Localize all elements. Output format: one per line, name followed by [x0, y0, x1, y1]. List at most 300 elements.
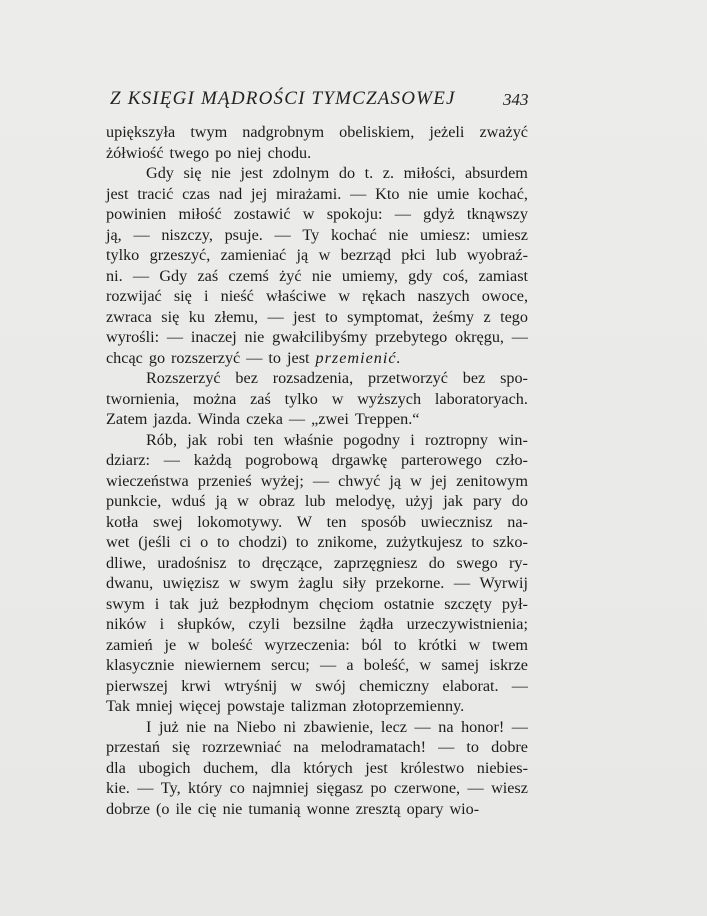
word: krótki: [418, 635, 457, 654]
word: wonne: [306, 799, 350, 818]
word: elaborat.: [442, 676, 499, 695]
word: twem: [492, 635, 528, 654]
text-line: [106, 389, 528, 410]
word: najmniej: [252, 779, 309, 797]
text-line: [106, 717, 528, 738]
word: wieczeństwa: [106, 471, 189, 490]
word: ni: [283, 717, 297, 736]
word: wio-: [449, 799, 480, 818]
word: pierwszej: [106, 676, 169, 695]
word: to: [217, 533, 230, 551]
text-line: [106, 430, 528, 451]
word: ją,: [106, 225, 122, 244]
word: upiększyła: [106, 123, 176, 141]
word: wet: [106, 533, 130, 551]
word: psuje.: [224, 225, 263, 244]
word: umiemy,: [341, 266, 398, 285]
word: niebies-: [476, 758, 528, 777]
word: twornienia,: [106, 389, 180, 408]
emphasized-word: przemienić.: [315, 348, 402, 367]
word: ten: [326, 512, 347, 531]
text-line: [106, 368, 528, 389]
word: a: [346, 656, 354, 674]
word: w: [419, 656, 432, 674]
word: przetworzyć: [367, 369, 448, 387]
word: do: [511, 492, 528, 510]
word: uwiecznisz: [420, 512, 493, 531]
word: Rób,: [146, 430, 178, 449]
word: —: [511, 676, 528, 695]
word: niszczy,: [161, 225, 213, 244]
word: to: [466, 738, 479, 756]
word: ile: [175, 799, 192, 818]
word: żyć: [279, 266, 302, 285]
word: więcej: [178, 697, 222, 715]
text-line: [106, 143, 528, 164]
word: się: [183, 164, 202, 182]
word: tknąwszy: [466, 205, 528, 223]
paragraph: [106, 430, 528, 717]
word: wiesz: [491, 779, 528, 797]
word: to: [393, 635, 407, 654]
word: okręgu,: [454, 328, 504, 346]
text-line: [106, 286, 528, 307]
word: ubogich: [138, 758, 191, 777]
word: urzeczywistnienia;: [406, 615, 528, 633]
word: i: [154, 594, 160, 613]
paragraph: [106, 163, 528, 368]
word: każdą: [193, 451, 232, 469]
text-line: [106, 471, 528, 492]
word: do: [428, 553, 445, 572]
text-line: [106, 266, 528, 287]
word: na: [213, 717, 229, 736]
word: nie: [311, 266, 332, 285]
word: właściwe: [265, 287, 327, 305]
word: samej: [441, 656, 480, 674]
word: siły: [342, 574, 367, 592]
word: tego: [500, 307, 528, 326]
word: o: [200, 533, 209, 551]
word: zaprzęgniesz: [333, 553, 418, 572]
word: słupków,: [177, 615, 236, 633]
word: melodyę,: [335, 492, 396, 510]
word: symptomat,: [347, 307, 424, 326]
word: jest: [287, 348, 310, 367]
word: żaglu: [298, 574, 334, 592]
word: (o: [156, 799, 170, 818]
word: wduś: [171, 492, 206, 510]
paragraph: [106, 717, 528, 820]
word: chcąc: [106, 348, 143, 367]
word: gdy: [408, 266, 433, 285]
word: (jeśli: [138, 533, 171, 551]
word: kochać,: [478, 184, 528, 203]
word: w: [338, 287, 351, 305]
word: nadgrobnym: [242, 123, 325, 141]
word: bezrząd: [340, 246, 391, 264]
word: co: [229, 779, 245, 797]
word: sercu;: [271, 656, 310, 674]
word: melodramatach!: [320, 738, 426, 756]
word: Wyrwij: [479, 574, 528, 592]
word: to: [268, 348, 282, 367]
word: —: [394, 205, 411, 223]
word: w: [331, 389, 344, 408]
word: czerwone,: [394, 779, 461, 797]
word: kochać: [330, 225, 377, 244]
word: laboratoryach.: [434, 389, 528, 408]
word: nie: [222, 799, 243, 818]
word: dobre: [491, 738, 528, 756]
word: gwałcilibyśmy: [272, 328, 368, 346]
word: bezsilne: [293, 615, 347, 633]
word: twym: [190, 123, 228, 141]
word: umie: [436, 184, 470, 203]
word: użyj: [405, 492, 434, 510]
word: roztropny: [425, 430, 488, 449]
word: punkcie,: [106, 492, 162, 510]
word: win-: [498, 430, 528, 449]
word: klasycznie: [106, 656, 175, 674]
word: owoce,: [481, 287, 528, 305]
word: jest: [365, 758, 388, 777]
word: żądła: [359, 615, 394, 633]
word: Gdy: [146, 164, 174, 182]
word: talizman: [290, 697, 347, 715]
word: zużytkujesz: [386, 533, 463, 551]
text-line: [106, 778, 528, 799]
word: „zwei: [311, 410, 349, 428]
body-text: [106, 122, 528, 819]
word: pary: [472, 492, 502, 510]
text-line: [106, 163, 528, 184]
word: jeżeli: [429, 123, 465, 141]
word: rozrzewniać: [202, 738, 282, 756]
text-line: [106, 512, 528, 533]
word: bezpłodnym: [228, 594, 309, 613]
word: niej: [237, 143, 262, 162]
word: zamień: [106, 635, 153, 654]
word: —: [350, 184, 367, 203]
word: kie.: [106, 779, 130, 797]
paragraph: [106, 122, 528, 163]
word: zamiast: [478, 266, 528, 285]
word: mirażami.: [276, 184, 342, 203]
word: pogrobową: [245, 451, 319, 469]
word: nie: [388, 225, 409, 244]
word: się: [172, 738, 191, 756]
text-line: [106, 655, 528, 676]
word: —: [274, 225, 291, 244]
word: nie: [186, 717, 207, 736]
word: wyższych: [357, 389, 422, 408]
word: nie: [211, 164, 231, 182]
word: chodu.: [267, 143, 312, 162]
word: zresztą: [355, 799, 401, 818]
word: w: [228, 574, 241, 592]
word: zaś: [250, 389, 271, 408]
word: z: [483, 307, 491, 326]
word: dla: [270, 758, 291, 777]
word: powstaje: [227, 697, 285, 715]
word: ni.: [106, 266, 123, 285]
word: miłości,: [403, 164, 456, 182]
word: znikome,: [317, 533, 378, 551]
word: z.: [382, 164, 395, 182]
word: swój: [315, 676, 346, 695]
word: jak: [187, 430, 208, 449]
word: umiesz: [482, 225, 528, 244]
word: —: [320, 656, 337, 674]
word: których: [303, 758, 353, 777]
word: tylko: [106, 246, 140, 264]
word: Treppen.“: [354, 410, 420, 428]
word: to: [237, 553, 251, 572]
word: ból: [361, 635, 383, 654]
word: wyrzeczenia:: [264, 635, 350, 654]
word: I: [146, 717, 152, 736]
word: można: [193, 389, 237, 408]
word: sięgasz: [316, 779, 364, 797]
word: chodzi): [238, 533, 288, 551]
word: zbawienie,: [303, 717, 374, 736]
text-line: [106, 184, 528, 205]
word: swej: [153, 512, 183, 531]
word: pył-: [501, 594, 528, 613]
word: i: [159, 615, 165, 633]
word: pogodny: [343, 430, 401, 449]
word: —: [438, 738, 455, 756]
word: w: [302, 205, 315, 223]
word: powinien: [106, 205, 167, 223]
word: ostatnie: [383, 594, 435, 613]
text-line: [106, 676, 528, 697]
text-line: [106, 532, 528, 553]
text-line: [106, 635, 528, 656]
text-line: [106, 758, 528, 779]
word: —: [511, 717, 528, 736]
word: w: [290, 676, 303, 695]
word: to: [471, 533, 484, 551]
word: miłość: [178, 205, 222, 223]
text-line: [106, 491, 528, 512]
word: niewiernem: [184, 656, 261, 674]
word: czas: [182, 184, 210, 203]
word: obraz: [258, 492, 295, 510]
word: Zatem: [106, 410, 148, 428]
word: i: [203, 287, 209, 305]
word: W: [296, 512, 313, 531]
word: przestań: [106, 738, 160, 756]
word: jak: [443, 492, 463, 510]
word: chwyć: [338, 471, 381, 490]
word: Rozszerzyć: [146, 369, 221, 387]
text-line: [106, 594, 528, 615]
word: nie: [244, 328, 265, 346]
word: nad: [218, 184, 243, 203]
word: swego: [456, 553, 498, 572]
word: umiesz:: [419, 225, 471, 244]
word: który: [188, 779, 223, 797]
word: —: [137, 779, 154, 797]
word: ją: [389, 471, 402, 490]
text-line: [106, 799, 528, 820]
word: boleść,: [363, 656, 410, 674]
text-line: [106, 409, 528, 430]
word: zenitowym: [456, 471, 528, 490]
word: wtryśnij: [224, 676, 278, 695]
word: przebytego: [375, 328, 448, 346]
text-line: [106, 204, 528, 225]
word: nie: [408, 184, 429, 203]
word: jej: [430, 471, 448, 490]
word: w: [237, 492, 249, 510]
word: na: [438, 717, 454, 736]
word: dręczące,: [261, 553, 323, 572]
word: to: [325, 307, 338, 326]
word: —: [267, 307, 284, 326]
word: absurdem: [464, 164, 528, 182]
word: chęciom: [318, 594, 374, 613]
word: ją: [296, 246, 309, 264]
word: już: [199, 594, 219, 613]
word: żeśmy: [432, 307, 474, 326]
word: wyobraź-: [466, 246, 528, 264]
word: przenieś: [197, 471, 252, 490]
word: przekorne.: [375, 574, 445, 592]
word: mniej: [136, 697, 173, 715]
word: wyrośli:: [106, 328, 160, 346]
word: złotoprzemienny.: [352, 697, 465, 715]
word: zostawić: [233, 205, 291, 223]
word: złemu,: [214, 307, 259, 326]
word: tumanią: [248, 799, 301, 818]
word: lub: [435, 246, 457, 264]
word: gdyż: [423, 205, 455, 223]
word: w: [318, 246, 331, 264]
word: —: [246, 348, 263, 367]
word: go: [148, 348, 166, 367]
word: ją: [215, 492, 228, 510]
text-line: [106, 225, 528, 246]
word: —: [132, 266, 150, 285]
word: grzeszyć,: [149, 246, 211, 264]
word: szczęty: [444, 594, 492, 613]
word: po: [370, 779, 387, 797]
word: dla: [106, 758, 126, 777]
word: w: [410, 471, 422, 490]
word: iskrze: [489, 656, 528, 674]
word: je: [164, 635, 177, 654]
word: jej: [251, 184, 268, 203]
word: honor!: [461, 717, 505, 736]
word: twego: [169, 143, 210, 162]
word: wyżej;: [260, 471, 304, 490]
word: —: [312, 471, 330, 490]
word: sposób: [361, 512, 407, 531]
word: szko-: [492, 533, 528, 551]
text-line: [106, 614, 528, 635]
word: zdolnym: [272, 164, 330, 182]
word: dobrze: [106, 799, 151, 818]
word: parterowego: [400, 451, 482, 469]
word: swym: [106, 594, 145, 613]
word: chemiczny: [359, 676, 430, 695]
word: i: [410, 430, 415, 449]
word: robi: [217, 430, 244, 449]
word: Ty,: [160, 779, 181, 797]
word: żółwiość: [106, 143, 164, 162]
word: Kto: [375, 184, 400, 203]
text-line: [106, 737, 528, 758]
word: do: [338, 164, 356, 182]
text-line: [106, 696, 528, 717]
word: —: [166, 328, 184, 346]
word: swym: [250, 574, 289, 592]
word: dziarz:: [106, 451, 151, 469]
word: królestwo: [400, 758, 465, 777]
word: dliwe,: [106, 553, 147, 572]
word: jest: [240, 164, 263, 182]
word: ten: [253, 430, 274, 449]
text-line: [106, 348, 528, 369]
word: dwanu,: [106, 574, 154, 592]
text-line: [106, 245, 528, 266]
word: kotła: [106, 512, 139, 531]
word: się: [161, 307, 180, 326]
word: —: [163, 451, 180, 469]
word: czło-: [495, 451, 528, 469]
word: bez: [462, 369, 486, 387]
word: płci: [401, 246, 426, 264]
word: boleść: [211, 635, 253, 654]
word: tak: [169, 594, 190, 613]
word: —: [414, 717, 431, 736]
word: jest: [106, 184, 129, 203]
word: uwięzisz: [162, 574, 220, 592]
word: lokomotywy.: [197, 512, 283, 531]
word: nieść: [220, 287, 254, 305]
word: zaś: [197, 266, 219, 285]
text-line: [106, 327, 528, 348]
word: krwi: [181, 676, 211, 695]
running-head-title: Z KSIĘGI MĄDROŚCI TYMCZASOWEJ: [110, 88, 456, 109]
word: na: [293, 738, 309, 756]
word: czyli: [248, 615, 280, 633]
word: lub: [304, 492, 326, 510]
word: jest: [293, 307, 316, 326]
word: —: [453, 574, 471, 592]
word: drgawkę: [331, 451, 388, 469]
word: obeliskiem,: [339, 123, 415, 141]
word: na-: [507, 512, 528, 531]
word: naszych: [417, 287, 470, 305]
word: rękach: [362, 287, 406, 305]
word: tylko: [284, 389, 318, 408]
word: duchem,: [203, 758, 259, 777]
word: zwraca: [106, 307, 152, 326]
word: opary: [406, 799, 444, 818]
word: tracić: [137, 184, 174, 203]
text-line: [106, 573, 528, 594]
word: po: [215, 143, 232, 162]
text-line: [106, 307, 528, 328]
word: ników: [106, 615, 147, 633]
word: zamieniać: [220, 246, 287, 264]
word: czemś: [228, 266, 269, 285]
word: lecz: [380, 717, 407, 736]
